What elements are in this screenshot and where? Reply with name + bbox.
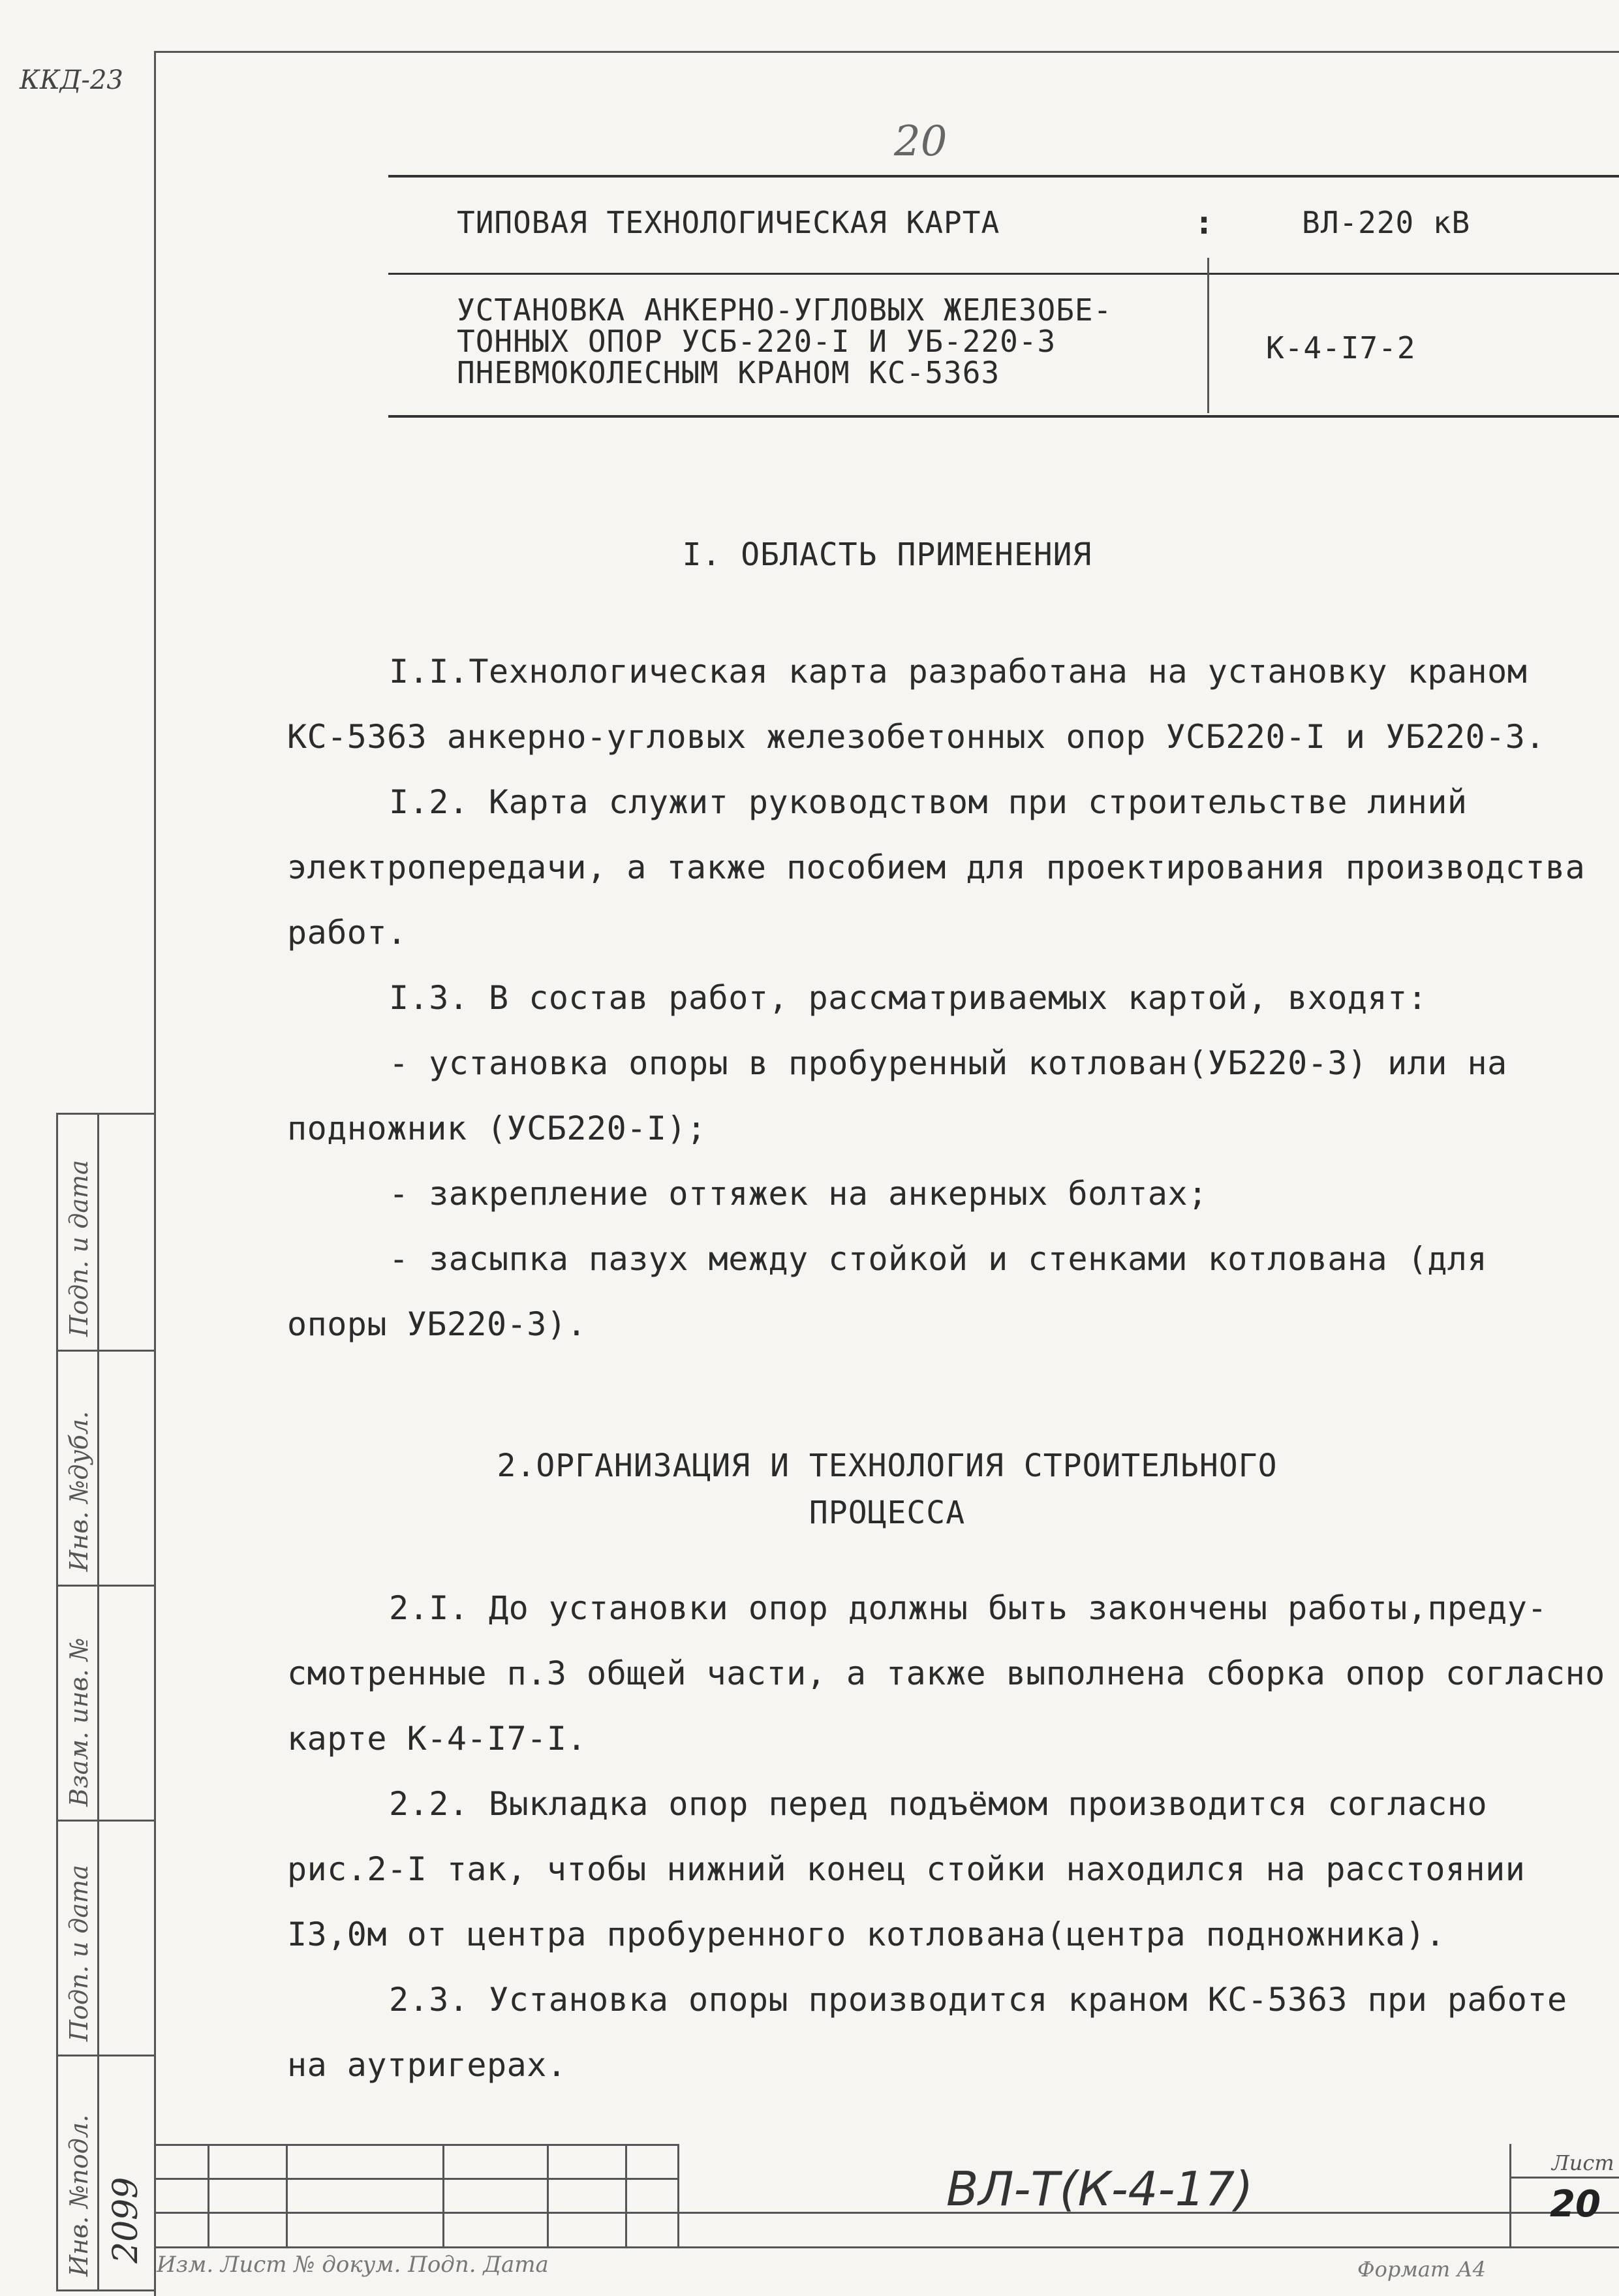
paragraph-line: - закрепление оттяжек на анкерных болтах; bbox=[389, 1175, 1208, 1213]
paragraph-line: 2.I. До установки опор должны быть закончены работы,преду- bbox=[389, 1589, 1547, 1627]
margin-stamp-row-line bbox=[58, 1585, 156, 1587]
bottom-title-stamp bbox=[155, 2144, 1619, 2248]
stamp-column-captions: Изм. Лист № докум. Подп. Дата bbox=[157, 2252, 549, 2278]
paragraph-line: I.2. Карта служит руководством при строительстве линий bbox=[389, 783, 1468, 821]
page-number-handwritten: 20 bbox=[894, 117, 948, 166]
margin-approval-stamp bbox=[56, 1113, 156, 2291]
paragraph-line: 2.3. Установка опоры производится краном КС-5363 при работе bbox=[389, 1981, 1567, 2019]
title-block-top-rule bbox=[388, 175, 1619, 178]
margin-stamp-column-line bbox=[97, 1115, 99, 2289]
paragraph-line: - установка опоры в пробуренный котлован(УБ220-3) или на bbox=[389, 1044, 1507, 1082]
stamp-grid-line bbox=[155, 2212, 1619, 2214]
stamp-grid-line bbox=[442, 2144, 444, 2248]
paragraph-line: 2.2. Выкладка опор перед подъёмом производится согласно bbox=[389, 1785, 1488, 1823]
sheet-number: 20 bbox=[1550, 2183, 1601, 2226]
section-1-heading: I. ОБЛАСТЬ ПРИМЕНЕНИЯ bbox=[682, 536, 1092, 573]
title-block-bottom-rule bbox=[388, 415, 1619, 418]
title-block-colon: : bbox=[1194, 204, 1214, 241]
paragraph-line: на аутригерах. bbox=[287, 2046, 567, 2084]
stamp-grid-line bbox=[625, 2144, 627, 2248]
title-block-divider bbox=[1207, 258, 1209, 413]
margin-stamp-label: Подп. и дата bbox=[65, 1865, 93, 2041]
title-block-title-line-1: УСТАНОВКА АНКЕРНО-УГЛОВЫХ ЖЕЛЕЗОБЕ- bbox=[457, 292, 1113, 328]
sheet-label: Лист bbox=[1552, 2150, 1614, 2175]
margin-stamp-label: Инв. №подл. bbox=[65, 2114, 93, 2276]
paragraph-line: - засыпка пазух между стойкой и стенками котлована (для bbox=[389, 1240, 1488, 1278]
margin-stamp-label: Взам. инв. № bbox=[65, 1637, 93, 1807]
paragraph-line: работ. bbox=[287, 914, 407, 952]
stamp-grid-line bbox=[155, 2144, 677, 2146]
paragraph-line: электропередачи, а также пособием для проектирования производства bbox=[287, 848, 1586, 886]
margin-stamp-row-line bbox=[58, 1820, 156, 1822]
paragraph-line: смотренные п.3 общей части, а также выполнена сборка опор согласно bbox=[287, 1654, 1605, 1692]
paragraph-line: I.3. В состав работ, рассматриваемых картой, входят: bbox=[389, 979, 1428, 1017]
paragraph-line: рис.2-I так, чтобы нижний конец стойки находился на расстоянии bbox=[287, 1850, 1526, 1888]
stamp-grid-line bbox=[1509, 2177, 1619, 2179]
paragraph-line: опоры УБ220-3). bbox=[287, 1305, 587, 1343]
margin-stamp-row-line bbox=[58, 2055, 156, 2056]
document-code: ВЛ-Т(К-4-17) bbox=[946, 2162, 1254, 2216]
paragraph-line: подножник (УСБ220-I); bbox=[287, 1109, 707, 1147]
section-2-heading-line-2: ПРОЦЕССА bbox=[809, 1495, 966, 1531]
margin-stamp-label: Инв. №дубл. bbox=[65, 1411, 93, 1572]
paragraph-line: КС-5363 анкерно-угловых железобетонных опор УСБ220-I и УБ220-3. bbox=[287, 718, 1545, 756]
stamp-grid-line bbox=[547, 2144, 549, 2248]
margin-stamp-label: Подп. и дата bbox=[65, 1160, 93, 1337]
title-block-line-voltage: ВЛ-220 кВ bbox=[1302, 205, 1471, 240]
margin-stamp-inventory-number: 2099 bbox=[106, 2177, 146, 2263]
page-frame-top bbox=[155, 51, 1619, 53]
stamp-grid-line bbox=[155, 2178, 677, 2180]
stamp-grid-line bbox=[208, 2144, 209, 2248]
title-block-title-line-3: ПНЕВМОКОЛЕСНЫМ КРАНОМ КС-5363 bbox=[457, 355, 1000, 390]
section-2-heading-line-1: 2.ОРГАНИЗАЦИЯ И ТЕХНОЛОГИЯ СТРОИТЕЛЬНОГО bbox=[497, 1448, 1278, 1484]
title-block-card-code: К-4-I7-2 bbox=[1266, 330, 1416, 365]
paragraph-line: I3,0м от центра пробуренного котлована(центра подножника). bbox=[287, 1916, 1445, 1953]
paragraph-line: I.I.Технологическая карта разработана на установку краном bbox=[389, 653, 1528, 690]
corner-code: ККД-23 bbox=[20, 65, 123, 95]
stamp-grid-line bbox=[1509, 2144, 1511, 2248]
title-block-middle-rule bbox=[388, 273, 1619, 275]
stamp-grid-line bbox=[286, 2144, 288, 2248]
format-note: Формат А4 bbox=[1357, 2257, 1487, 2282]
title-block-title-line-2: ТОННЫХ ОПОР УСБ-220-I И УБ-220-3 bbox=[457, 324, 1056, 359]
margin-stamp-row-line bbox=[58, 1350, 156, 1352]
title-block-document-type: ТИПОВАЯ ТЕХНОЛОГИЧЕСКАЯ КАРТА bbox=[457, 205, 1000, 240]
stamp-grid-line bbox=[677, 2144, 679, 2248]
paragraph-line: карте К-4-I7-I. bbox=[287, 1720, 587, 1758]
